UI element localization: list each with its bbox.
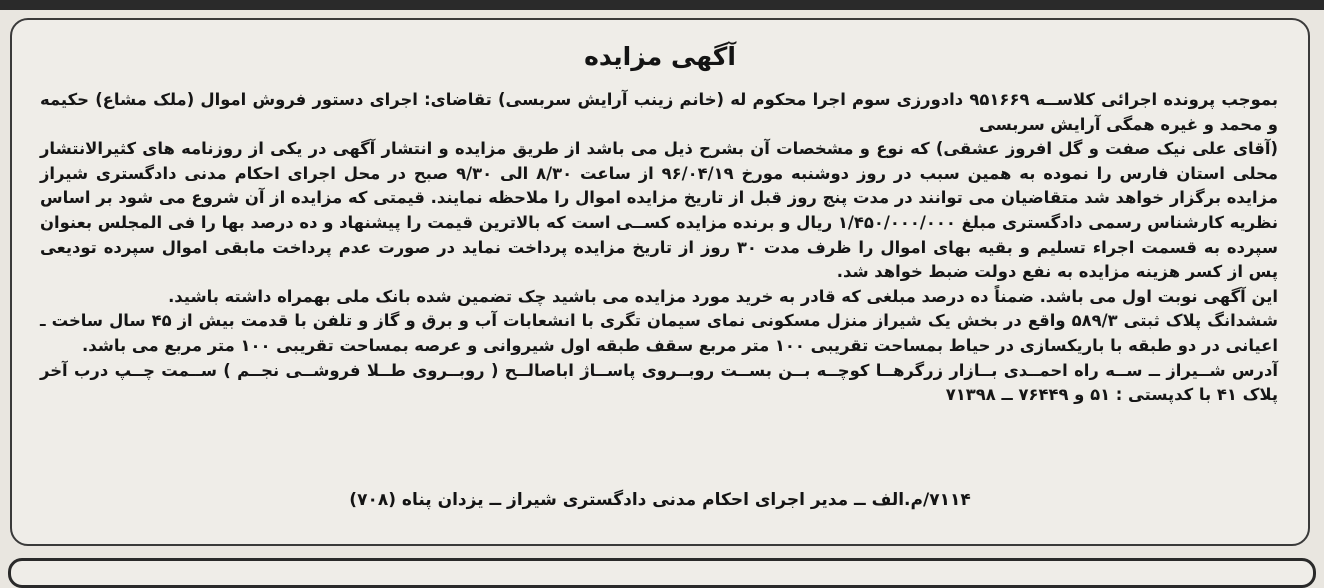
notice-title: آگهی مزایده (584, 42, 736, 71)
notice-paragraph-terms: (آقای علی نیک صفت و گل افروز عشقی) که نوع و مشخصات آن بشرح ذیل می باشد از طریق مزایده و انتشار آگهی در یکی از روزنامه های کثیرالانتشار محلی استان فارس را نموده به همین سبب در روز دوشنبه مورخ ۹۶/۰۴/۱۹ از ساعت ۸/۳۰ الی ۹/۳۰ صبح در محل اجرای احکام مدنی دادگستری شیراز مزایده برگزار خواهد شد متقاضیان می توانند در مدت پنج روز قبل از تاریخ مزایده اموال را ملاحظه نمایند. قیمتی که مزایده از آن شروع می شود بر اساس نظریه کارشناس رسمی دادگستری مبلغ ۱/۴۵۰/۰۰۰/۰۰۰ ریال و برنده مزایده کســی است که بالاترین قیمت را پیشنهاد و ده درصد بها را فی المجلس بعنوان سپرده به قسمت اجراء تسلیم و بقیه بهای اموال را ظرف مدت ۳۰ روز از تاریخ مزایده پرداخت نماید در صورت عدم پرداخت مابقی اموال سپرده تودیعی پس از کسر هزینه مزایده به نفع دولت ضبط خواهد شد. (40, 139, 1278, 282)
notice-paragraph-first-round: این آگهی نوبت اول می باشد. ضمناً ده درصد مبلغی که قادر به خرید مورد مزایده می باشید چک تضمین شده بانک ملی بهمراه داشته باشید. (168, 286, 1278, 306)
notice-paragraph-property: ششدانگ پلاک ثبتی ۵۸۹/۳ واقع در بخش یک شیراز منزل مسکونی نمای سیمان تگری با انشعابات آب و برق و گاز و تلفن با قدمت بیش از ۴۵ سال ساخت ـ اعیانی در دو طبقه با باریکسازی در حیاط بمساحت تقریبی ۱۰۰ متر مربع سقف طبقه اول شیروانی و عرصه بمساحت تقریبی ۱۰۰ متر مربع می باشد. (40, 311, 1278, 355)
top-rule (0, 0, 1324, 10)
notice-body (40, 88, 1278, 408)
next-notice-border (8, 558, 1316, 588)
notice-signature: ۷۱۱۴/م.الف ــ مدیر اجرای احکام مدنی دادگستری شیراز ــ یزدان پناه (۷۰۸) (349, 490, 971, 510)
notice-paragraph-address: آدرس شــیراز ــ ســه راه احمــدی بــازار زرگرهــا کوچــه بــن بســت روبــروی پاســاژ اباصالــح ( روبــروی طــلا فروشــی نجــم ) ســمت چــپ درب آخر پلاک ۴۱ با کدپستی : ۵۱ و ۷۶۴۴۹ ــ ۷۱۳۹۸ (40, 360, 1278, 405)
notice-paragraph-case: بموجب پرونده اجرائی کلاســه ۹۵۱۶۶۹ دادورزی سوم اجرا محکوم له (خانم زینب آرایش سربسی) تقاضای: اجرای دستور فروش اموال (ملک مشاع) حکیمه و محمد و غیره همگی آرایش سربسی (40, 90, 1278, 134)
auction-notice (10, 18, 1310, 546)
